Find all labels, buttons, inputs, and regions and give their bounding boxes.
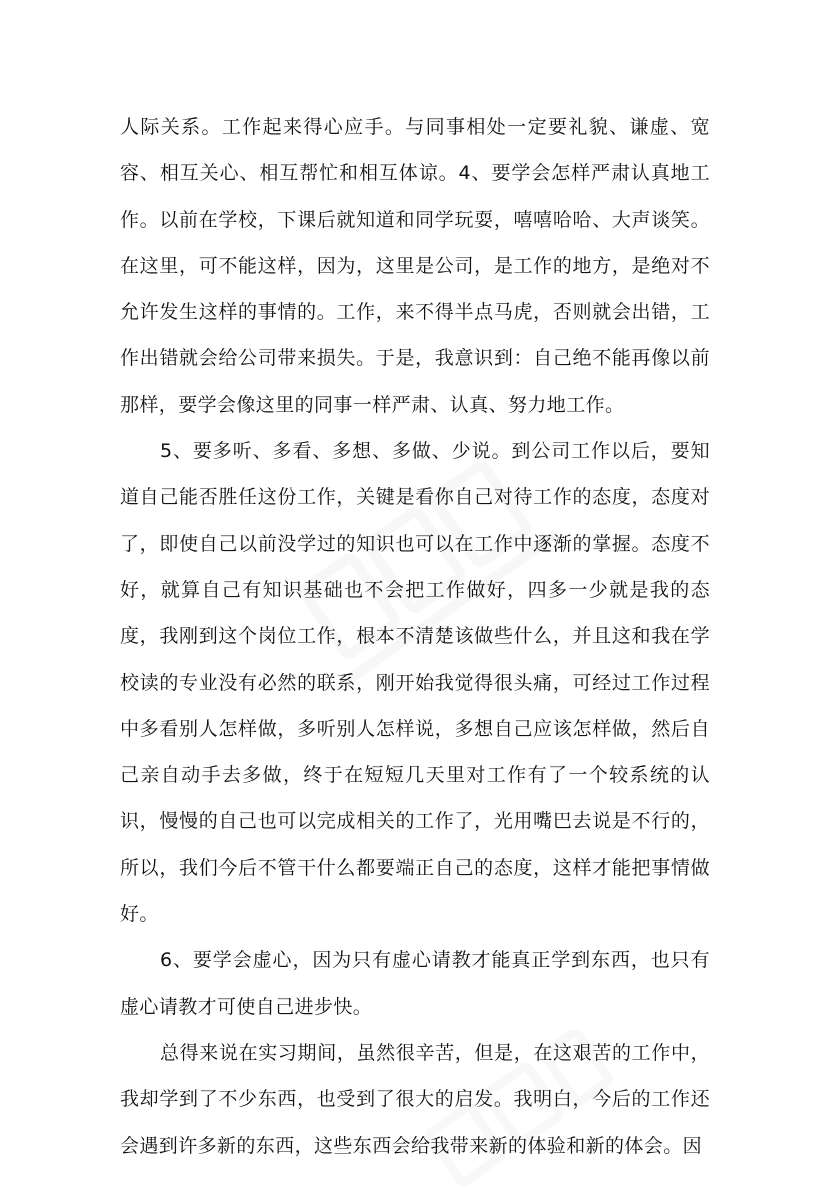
paragraph-point-5: 5、要多听、多看、多想、多做、少说。到公司工作以后，要知道自己能否胜任这份工作，关键是看你自己对待工作的态度，态度对了，即使自己以前没学过的知识也可以在工作中逐渐的掌握。态度不好，就算自己有知识基础也不会把工作做好，四多一少就是我的态度，我刚到这个岗位工作，根本不清楚该做些什么，并且这和我在学校读的专业没有必然的联系，刚开始我觉得很头痛，可经过工作过程中多看别人怎样做，多听别人怎样说，多想自己应该怎样做，然后自己亲自动手去多做，终于在短短几天里对工作有了一个较系统的认识，慢慢的自己也可以完成相关的工作了，光用嘴巴去说是不行的，所以，我们今后不管干什么都要端正自己的态度，这样才能把事情做好。 <box>120 440 710 926</box>
paragraph-summary: 总得来说在实习期间，虽然很辛苦，但是，在这艰苦的工作中，我却学到了不少东西，也受到了很大的启发。我明白，今后的工作还会遇到许多新的东西，这些东西会给我带来新的体验和新的体会。因 <box>120 1041 710 1157</box>
paragraph-point-6: 6、要学会虚心，因为只有虚心请教才能真正学到东西，也只有虚心请教才可使自己进步快。 <box>120 949 710 1018</box>
document-body <box>120 104 710 1169</box>
paragraph-intro: 人际关系。工作起来得心应手。与同事相处一定要礼貌、谦虚、宽容、相互关心、相互帮忙和相互体谅。4、要学会怎样严肃认真地工作。以前在学校，下课后就知道和同学玩耍，嘻嘻哈哈、大声谈笑。在这里，可不能这样，因为，这里是公司，是工作的地方，是绝对不允许发生这样的事情的。工作，来不得半点马虎，否则就会出错，工作出错就会给公司带来损失。于是，我意识到：自己绝不能再像以前那样，要学会像这里的同事一样严肃、认真、努力地工作。 <box>120 116 710 416</box>
